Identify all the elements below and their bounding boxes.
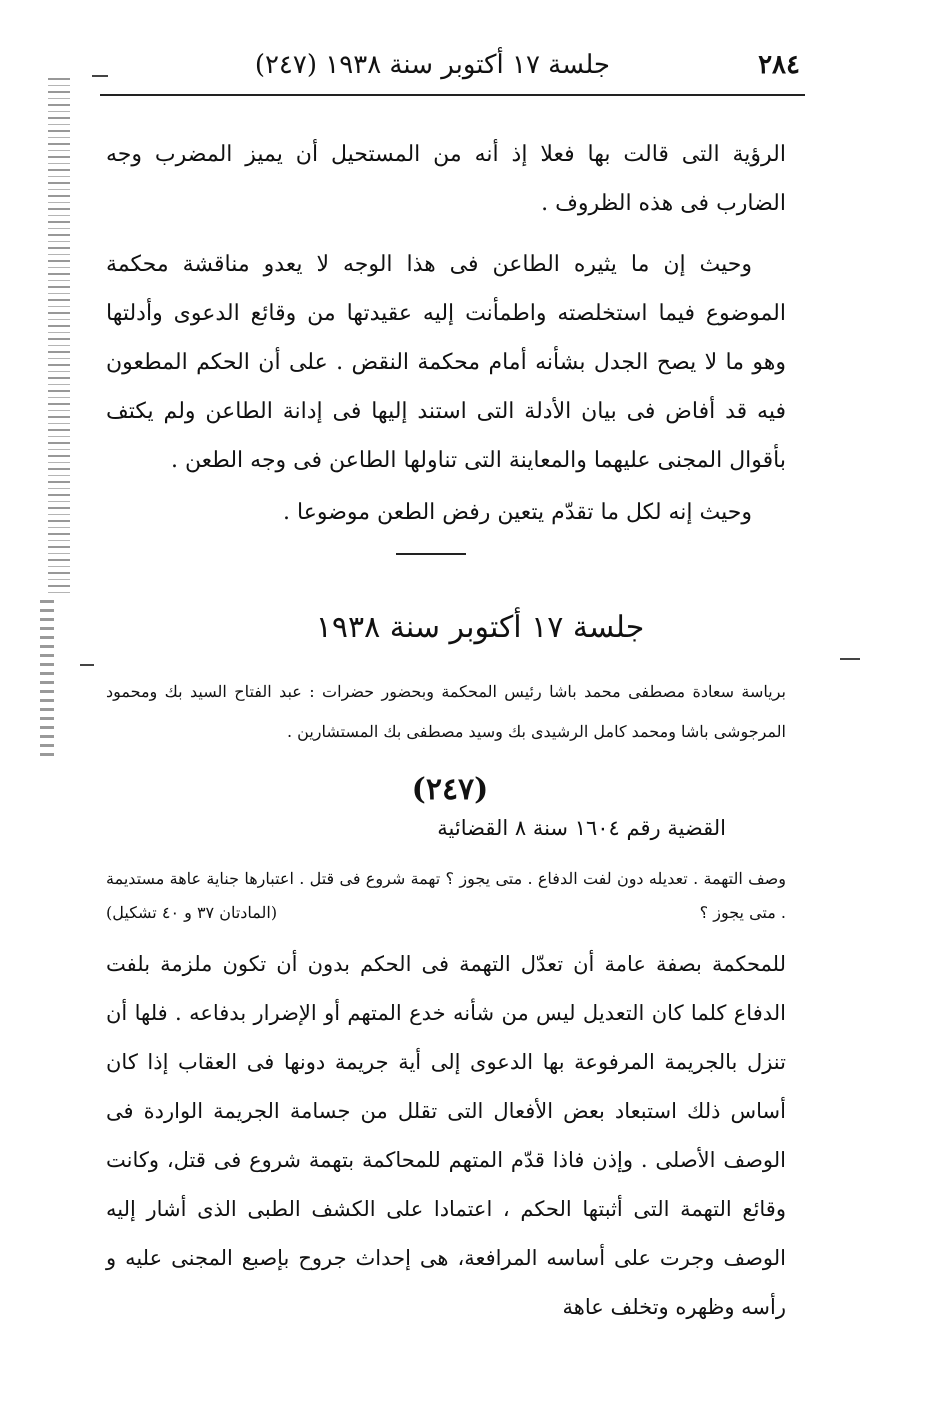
- previous-ruling-paragraph-2: وحيث إن ما يثيره الطاعن فى هذا الوجه لا يعدو مناقشة محكمة الموضوع فيما استخلصته واطمأنت إليه عقيدتها من وقائع الدعوى وأدلتها وهو ما لا يصح الجدل بشأنه أمام محكمة النقض . على أن الحكم المطعون فيه قد أفاض فى بيان الأدلة التى استند إليها فى إدانة الطاعن ولم يكتف بأقوال المجنى عليهما والمعاينة التى تناولها الطاعن فى وجه الطعن .: [106, 252, 786, 473]
- case-body-paragraph: للمحكمة بصفة عامة أن تعدّل التهمة فى الحكم بدون أن تكون ملزمة بلفت الدفاع كلما كان التعديل ليس من شأنه خدع المتهم أو الإضرار بدفاعه . فلها أن تنزل بالجريمة المرفوعة بها الدعوى إلى أية جريمة دونها فى العقاب إذا كان أساس ذلك استبعاد بعض الأفعال التى تقلل من جسامة الجريمة الواردة فى الوصف الأصلى . وإذن فاذا قدّم المتهم للمحاكمة بتهمة شروع فى قتل، وكانت وقائع التهمة التى أثبتها الحكم ، اعتمادا على الكشف الطبى الذى أشار إليه الوصف وجرت على أساسه المرافعة، هى إحداث جروح بإصبع المجنى عليه و رأسه وظهره وتخلف عاهة: [106, 952, 786, 1319]
- headnote-text: وصف التهمة . تعديله دون لفت الدفاع . متى يجوز ؟ تهمة شروع فى قتل . اعتبارها جناية عاهة مستديمة . متى يجوز ؟: [106, 869, 786, 922]
- session-presidency: برياسة سعادة مصطفى محمد باشا رئيس المحكمة وبحضور حضرات : عبد الفتاح السيد بك ومحمود المرجوشى باشا ومحمد كامل الرشيدى بك وسيد مصطفى بك المستشارين .: [106, 682, 786, 741]
- case-headnote: [106, 862, 786, 930]
- page-header: [100, 48, 800, 88]
- scan-binding-artifact-lower: [40, 600, 54, 760]
- previous-ruling-conclusion: وحيث إنه لكل ما تقدّم يتعين رفض الطعن موضوعا .: [283, 500, 752, 525]
- scan-mark: [840, 658, 860, 660]
- session-title: جلسة ١٧ أكتوبر سنة ١٩٣٨: [315, 610, 645, 645]
- case-reference: القضية رقم ١٦٠٤ سنة ٨ القضائية: [437, 816, 726, 840]
- headnote-articles: (المادتان ٣٧ و ٤٠ تشكيل): [106, 903, 278, 922]
- case-number: (٢٤٧): [411, 772, 489, 807]
- section-divider: [396, 553, 466, 555]
- previous-ruling-paragraph-1: الرؤية التى قالت بها فعلا إذ أنه من المستحيل أن يميز المضرب وجه الضارب فى هذه الظروف .: [106, 142, 786, 216]
- page-number: ٢٨٤: [758, 50, 800, 80]
- scan-mark: [80, 664, 94, 666]
- running-title: جلسة ١٧ أكتوبر سنة ١٩٣٨ (٢٤٧): [254, 50, 610, 80]
- header-rule: [100, 94, 805, 96]
- scan-binding-artifact: [48, 78, 70, 598]
